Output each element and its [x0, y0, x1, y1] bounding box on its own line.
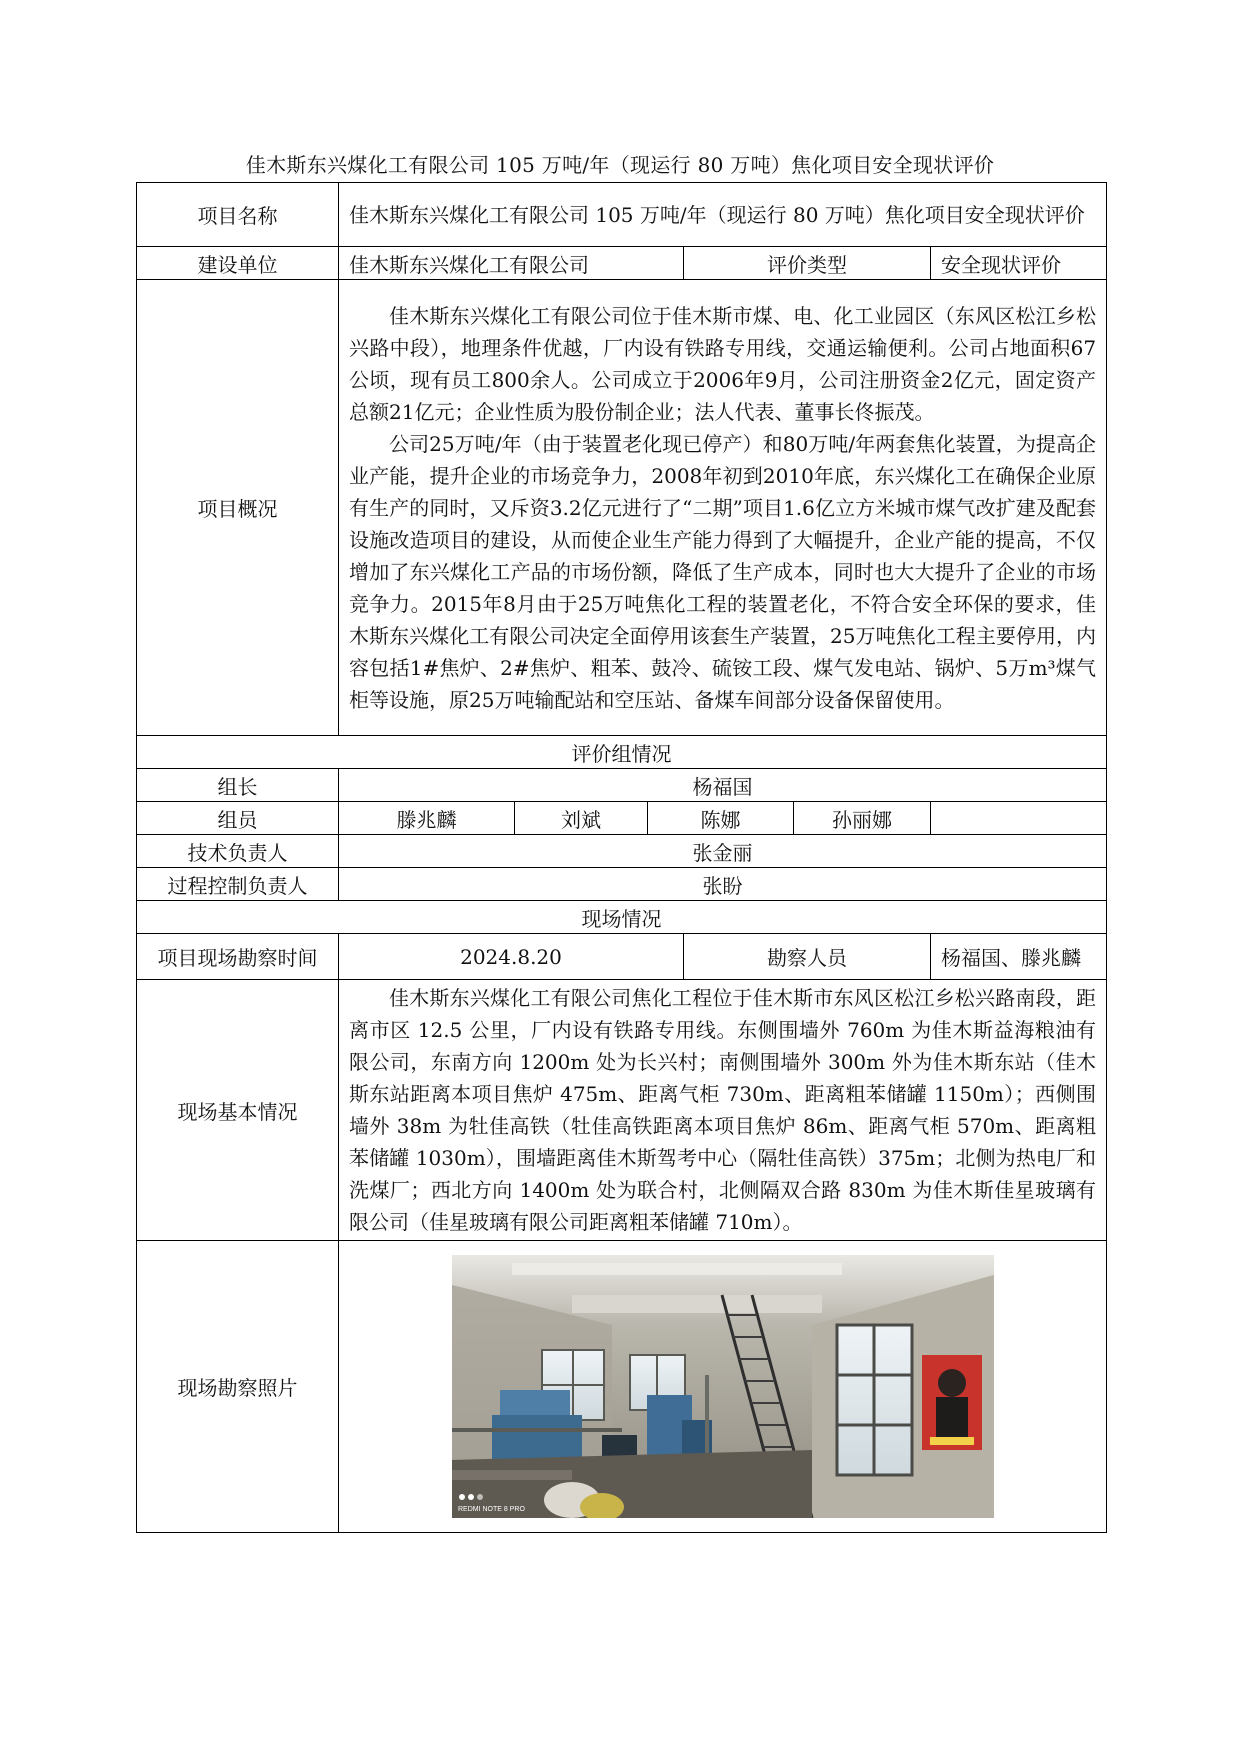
row-site-basic: [137, 980, 1107, 1241]
site-photo-label: 现场勘察照片: [137, 1241, 339, 1533]
evaluation-table: [136, 182, 1107, 1533]
team-section-title: 评价组情况: [137, 736, 1107, 769]
row-tech-lead: [137, 835, 1107, 868]
overview-paragraph-2: 公司25万吨/年（由于装置老化现已停产）和80万吨/年两套焦化装置，为提高企业产能，提升企业的市场竞争力，2008年初到2010年底，东兴煤化工在确保企业原有生产的同时，又斥资3.2亿元进行了“二期”项目1.6亿立方米城市煤气改扩建及配套设施改造项目的建设，从而使企业生产能力得到了大幅提升，企业产能的提高，不仅增加了东兴煤化工产品的市场份额，降低了生产成本，同时也大大提升了企业的市场竞争力。2015年8月由于25万吨焦化工程的装置老化，不符合安全环保的要求，佳木斯东兴煤化工有限公司决定全面停用该套生产装置，25万吨焦化工程主要停用，内容包括1#焦炉、2#焦炉、粗苯、鼓冷、硫铵工段、煤气发电站、锅炉、5万m³煤气柜等设施，原25万吨输配站和空压站、备煤车间部分设备保留使用。: [349, 431, 1097, 712]
member-5: [931, 802, 1107, 835]
member-3: 陈娜: [648, 802, 794, 835]
row-process-lead: [137, 868, 1107, 901]
row-team-section: [137, 736, 1107, 769]
tech-lead-value: 张金丽: [339, 835, 1107, 868]
row-site-section: [137, 901, 1107, 934]
member-2: 刘斌: [515, 802, 648, 835]
overview-label: 项目概况: [137, 280, 339, 736]
leader-value: 杨福国: [339, 769, 1107, 802]
leader-label: 组长: [137, 769, 339, 802]
builder-label: 建设单位: [137, 247, 339, 280]
site-section-title: 现场情况: [137, 901, 1107, 934]
row-builder: [137, 247, 1107, 280]
document-title: 佳木斯东兴煤化工有限公司 105 万吨/年（现运行 80 万吨）焦化项目安全现状评价: [245, 153, 995, 177]
project-name-value: 佳木斯东兴煤化工有限公司 105 万吨/年（现运行 80 万吨）焦化项目安全现状评价: [339, 183, 1107, 247]
surveyors-label: 勘察人员: [684, 934, 931, 980]
site-survey-photo: [452, 1255, 994, 1518]
row-project-name: [137, 183, 1107, 247]
process-lead-label: 过程控制负责人: [137, 868, 339, 901]
row-members: [137, 802, 1107, 835]
tech-lead-label: 技术负责人: [137, 835, 339, 868]
members-label: 组员: [137, 802, 339, 835]
member-1: 滕兆麟: [339, 802, 515, 835]
surveyors-value: 杨福国、滕兆麟: [931, 934, 1107, 980]
eval-type-value: 安全现状评价: [931, 247, 1107, 280]
builder-value: 佳木斯东兴煤化工有限公司: [339, 247, 684, 280]
member-4: 孙丽娜: [794, 802, 931, 835]
row-leader: [137, 769, 1107, 802]
row-overview: [137, 280, 1107, 736]
watermark-text: REDMI NOTE 8 PRO: [457, 1506, 525, 1513]
site-basic-text: 佳木斯东兴煤化工有限公司焦化工程位于佳木斯市东风区松江乡松兴路南段，距离市区 12.5 公里，厂内设有铁路专用线。东侧围墙外 760m 为佳木斯益海粮油有限公司，东南方向 1200m 处为长兴村；南侧围墙外 300m 外为佳木斯东站（佳木斯东站距离本项目焦炉 475m、距离气柜 730m、距离粗苯储罐 1150m）；西侧围墙外 38m 为牡佳高铁（牡佳高铁距离本项目焦炉 86m、距离气柜 570m、距离粗苯储罐 1030m），围墙距离佳木斯驾考中心（隔牡佳高铁）375m；北侧为热电厂和洗煤厂；西北方向 1400m 处为联合村，北侧隔双合路 830m 为佳木斯佳星玻璃有限公司（佳星玻璃有限公司距离粗苯储罐 710m）。: [349, 986, 1097, 1234]
survey-time-value: 2024.8.20: [339, 934, 684, 980]
survey-time-label: 项目现场勘察时间: [137, 934, 339, 980]
project-name-label: 项目名称: [137, 183, 339, 247]
overview-paragraph-1: 佳木斯东兴煤化工有限公司位于佳木斯市煤、电、化工业园区（东风区松江乡松兴路中段），地理条件优越，厂内设有铁路专用线，交通运输便利。公司占地面积67公顷，现有员工800余人。公司成立于2006年9月，公司注册资金2亿元，固定资产总额21亿元；企业性质为股份制企业；法人代表、董事长佟振茂。: [349, 303, 1097, 424]
site-basic-label: 现场基本情况: [137, 980, 339, 1241]
row-survey-time: [137, 934, 1107, 980]
process-lead-value: 张盼: [339, 868, 1107, 901]
eval-type-label: 评价类型: [684, 247, 931, 280]
row-site-photo: [137, 1241, 1107, 1533]
